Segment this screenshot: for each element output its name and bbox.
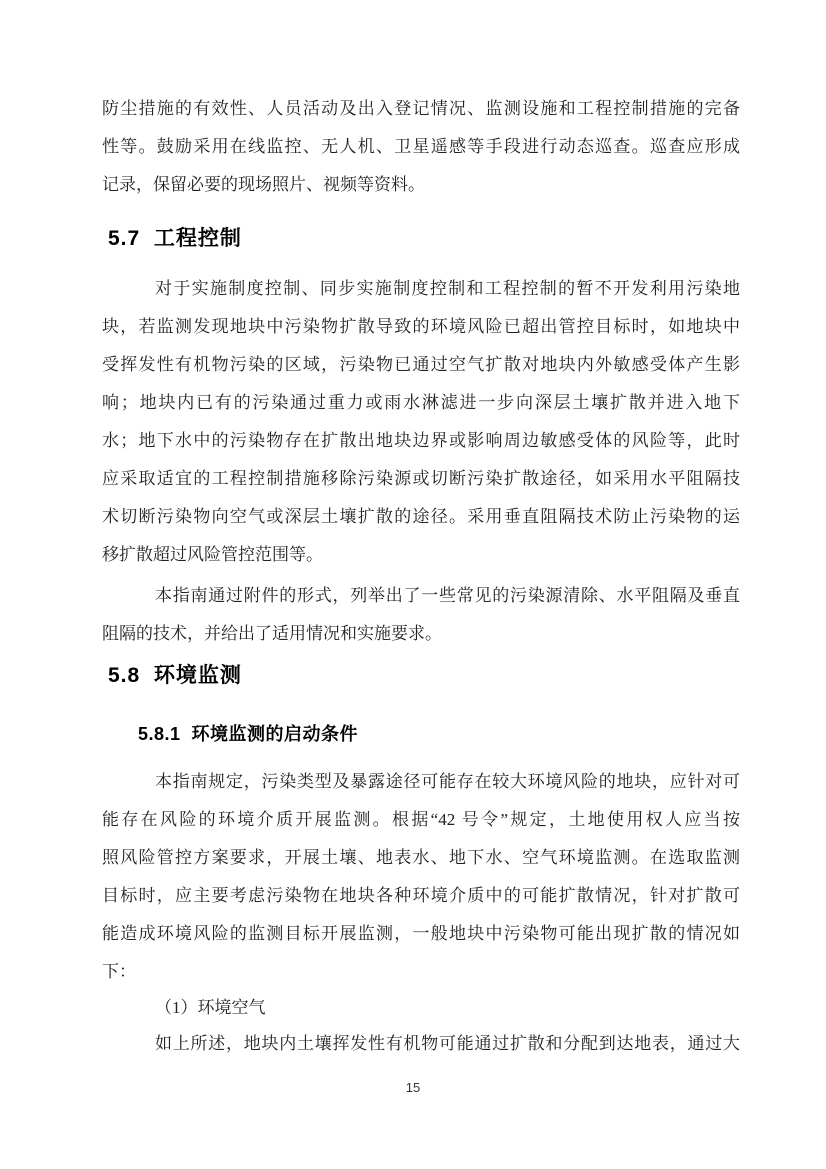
paragraph-continuation [102,90,740,204]
text-line: 应采取适宜的工程控制措施移除污染源或切断污染扩散途径，如采用水平阻隔技 [102,469,740,488]
text-line: 防尘措施的有效性、人员活动及出入登记情况、监测设施和工程控制措施的完备 [102,99,740,118]
text-line: 阻隔的技术，并给出了适用情况和实施要求。 [102,624,442,643]
text-line: 能造成环境风险的监测目标开展监测，一般地块中污染物可能出现扩散的情况如 [102,924,740,943]
page-number: 15 [405,1080,421,1095]
text-line: （1）环境空气 [155,998,266,1017]
text-line: 受挥发性有机物污染的区域，污染物已通过空气扩散对地块内外敏感受体产生影 [102,355,740,374]
paragraph-engineering-control [102,270,740,574]
text-line: 术切断污染物向空气或深层土壤扩散的途径。采用垂直阻隔技术防止污染物的运 [102,507,740,526]
section-heading-5-8-1: 5.8.1 环境监测的启动条件 [138,724,359,744]
text-line: 下： [102,962,136,981]
section-heading-5-7: 5.7 工程控制 [108,227,242,250]
text-line: 水；地下水中的污染物存在扩散出地块边界或影响周边敏感受体的风险等，此时 [102,431,740,450]
page-content [102,90,740,1063]
section-heading-5-8: 5.8 环境监测 [108,664,242,687]
text-line: 目标时，应主要考虑污染物在地块各种环境介质中的可能扩散情况，针对扩散可 [102,886,740,905]
text-line: 响；地块内已有的污染通过重力或雨水淋滤进一步向深层土壤扩散并进入地下 [102,393,740,412]
paragraph-ambient-air [102,1025,740,1063]
text-line: 对于实施制度控制、同步实施制度控制和工程控制的暂不开发利用污染地 [155,279,740,298]
paragraph-appendix-note [102,577,740,653]
text-line: 性等。鼓励采用在线监控、无人机、卫星遥感等手段进行动态巡查。巡查应形成 [102,137,740,156]
text-line: 块，若监测发现地块中污染物扩散导致的环境风险已超出管控目标时，如地块中 [102,317,740,336]
text-line: 移扩散超过风险管控范围等。 [102,545,323,564]
text-line: 本指南通过附件的形式，列举出了一些常见的污染源清除、水平阻隔及垂直 [155,586,740,605]
text-line: 本指南规定，污染类型及暴露途径可能存在较大环境风险的地块，应针对可 [155,772,740,791]
text-line: 记录，保留必要的现场照片、视频等资料。 [102,175,425,194]
paragraph-monitoring-conditions [102,763,740,991]
text-line: 如上所述，地块内土壤挥发性有机物可能通过扩散和分配到达地表，通过大 [155,1034,740,1053]
text-line: 照风险管控方案要求，开展土壤、地表水、地下水、空气环境监测。在选取监测 [102,848,740,867]
list-item-ambient-air [102,991,740,1025]
text-line: 能存在风险的环境介质开展监测。根据“42 号令”规定，土地使用权人应当按 [102,810,740,829]
